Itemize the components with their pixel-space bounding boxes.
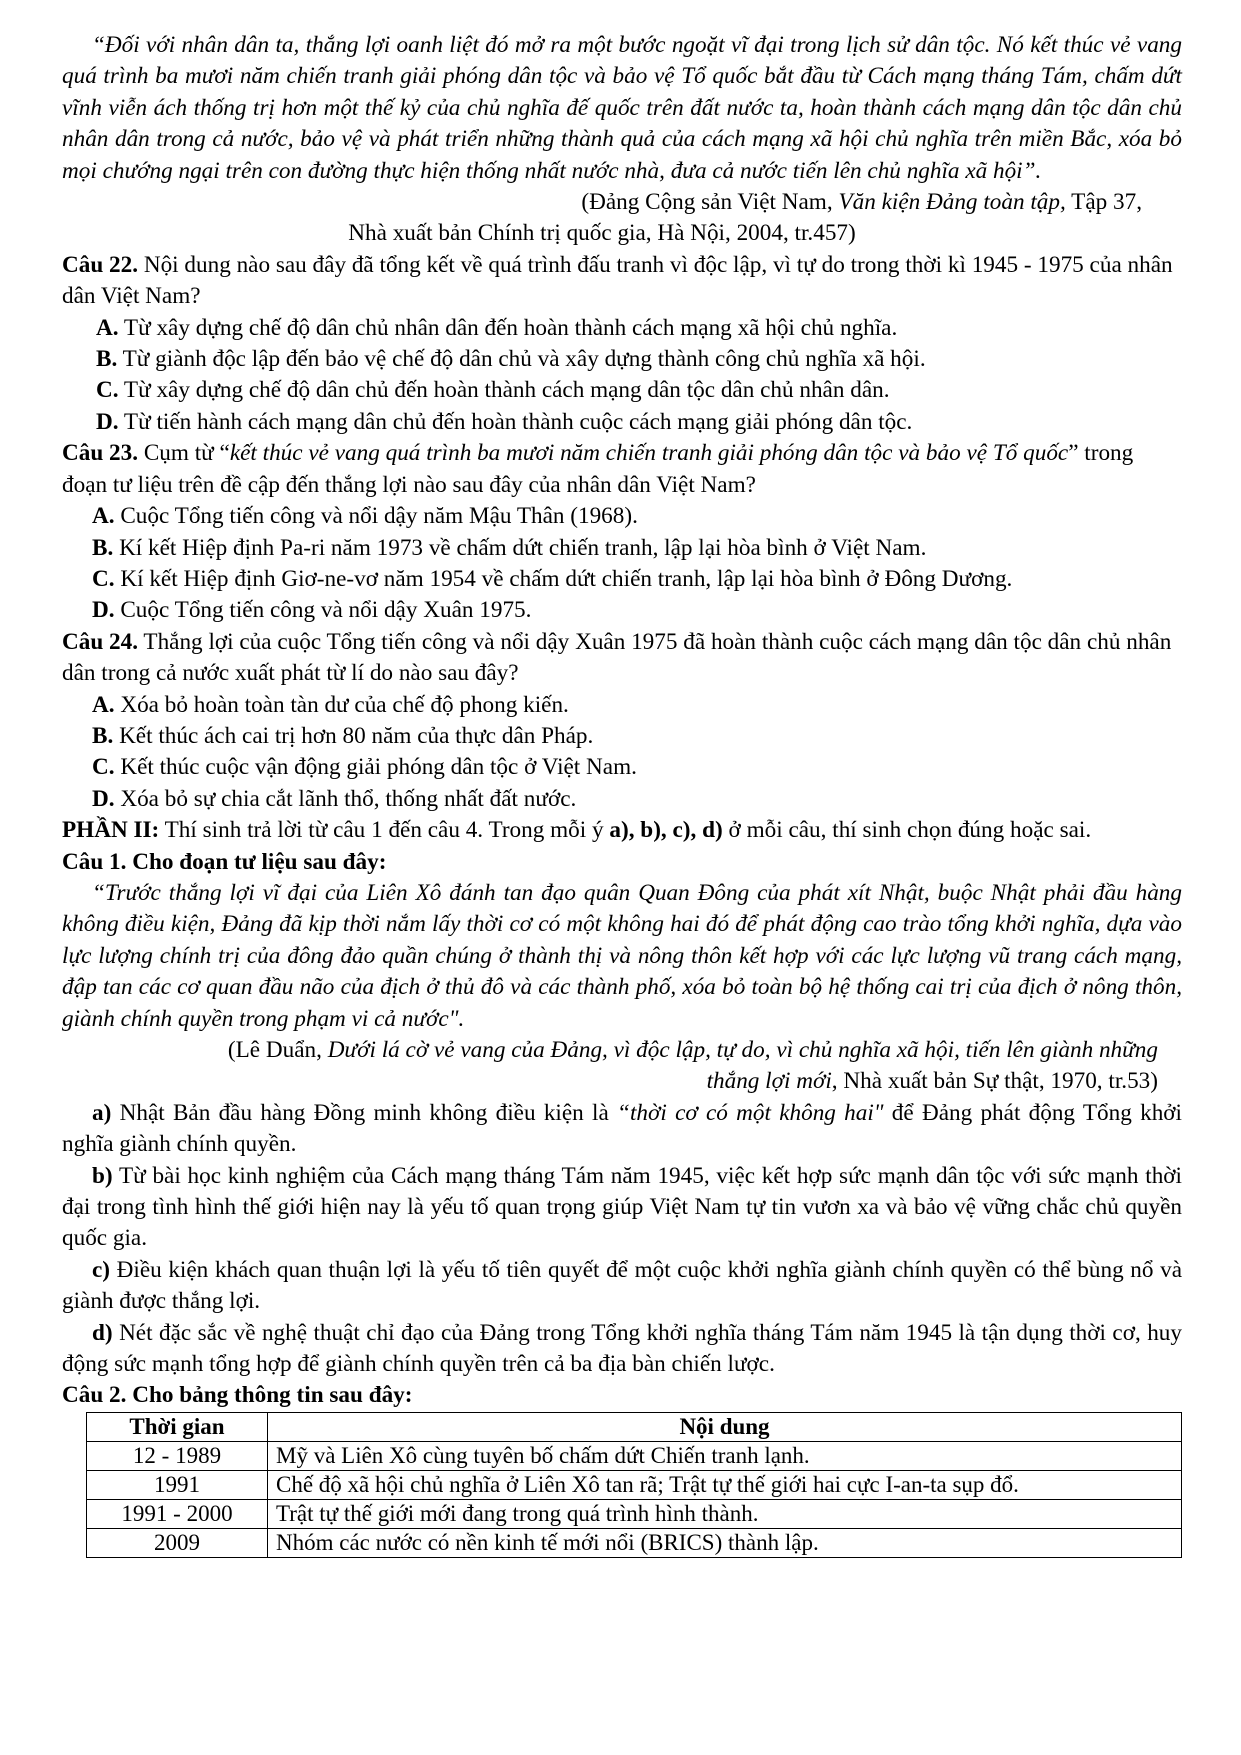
- statement-b: b) Từ bài học kinh nghiệm của Cách mạng tháng Tám năm 1945, việc kết hợp sức mạnh dân tộc với sức mạnh thời đại trong tình hình thế giới hiện nay là yếu tố quan trọng giúp Việt Nam tự tin vươn xa và bảo vệ vững chắc chủ quyền quốc gia.: [62, 1162, 1182, 1252]
- document-page: [62, 30, 1182, 1558]
- cell-content: Nhóm các nước có nền kinh tế mới nổi (BRICS) thành lập.: [268, 1528, 1182, 1557]
- cell-time: 1991 - 2000: [87, 1499, 268, 1528]
- q22-option-c: C. Từ xây dựng chế độ dân chủ đến hoàn thành cách mạng dân tộc dân chủ nhân dân.: [96, 377, 890, 404]
- question-23: Câu 23. Cụm từ “kết thúc vẻ vang quá trình ba mươi năm chiến tranh giải phóng dân tộc và bảo vệ Tổ quốc” trong đoạn tư liệu trên đề cập đến thắng lợi nào sau đây của nhân dân Việt Nam?: [62, 440, 1134, 498]
- cell-time: 12 - 1989: [87, 1441, 268, 1470]
- q22-option-d: D. Từ tiến hành cách mạng dân chủ đến hoàn thành cuộc cách mạng giải phóng dân tộc.: [96, 408, 913, 435]
- quote-source-line2: Nhà xuất bản Chính trị quốc gia, Hà Nội, 2004, tr.457): [348, 220, 856, 247]
- table-row: [87, 1499, 1182, 1528]
- q22-option-a: A. Từ xây dựng chế độ dân chủ nhân dân đến hoàn thành cách mạng xã hội chủ nghĩa.: [96, 314, 898, 341]
- section-2-heading: Câu 2. Cho bảng thông tin sau đây:: [62, 1382, 413, 1409]
- cell-time: 1991: [87, 1470, 268, 1499]
- section-1-heading: Câu 1. Cho đoạn tư liệu sau đây:: [62, 848, 387, 875]
- section-1-source-line2: thắng lợi mới, Nhà xuất bản Sự thật, 1970, tr.53): [706, 1068, 1158, 1095]
- statement-c: c) Điều kiện khách quan thuận lợi là yếu tố tiên quyết để một cuộc khởi nghĩa giành chính quyền có thể bùng nổ và giành được thắng lợi.: [62, 1256, 1182, 1315]
- table-row: [87, 1470, 1182, 1499]
- section-1-source-line1: (Lê Duẩn, Dưới lá cờ vẻ vang của Đảng, vì độc lập, tự do, vì chủ nghĩa xã hội, tiến lên giành những: [227, 1037, 1158, 1063]
- info-table: [86, 1412, 1182, 1558]
- quote-passage: “Đối với nhân dân ta, thắng lợi oanh liệt đó mở ra một bước ngoặt vĩ đại trong lịch sử dân tộc. Nó kết thúc vẻ vang quá trình ba mươi năm chiến tranh giải phóng dân tộc và bảo vệ Tổ quốc bắt đầu từ Cách mạng tháng Tám, chấm dứt vĩnh viễn ách thống trị hơn một thế kỷ của chủ nghĩa đế quốc trên đất nước ta, hoàn thành cách mạng dân tộc dân chủ nhân dân trong cả nước, bảo vệ và phát triển những thành quả của cách mạng xã hội chủ nghĩa trên miền Bắc, xóa bỏ mọi chướng ngại trên con đường thực hiện thống nhất nước nhà, đưa cả nước tiến lên chủ nghĩa xã hội”.: [62, 32, 1182, 184]
- quote-source-line1: (Đảng Cộng sản Việt Nam, Văn kiện Đảng toàn tập, Tập 37,: [581, 189, 1142, 216]
- column-header-content: Nội dung: [268, 1412, 1182, 1441]
- q24-option-d: D. Xóa bỏ sự chia cắt lãnh thổ, thống nhất đất nước.: [92, 785, 577, 812]
- section-1-quote: “Trước thắng lợi vĩ đại của Liên Xô đánh tan đạo quân Quan Đông của phát xít Nhật, buộc Nhật phải đầu hàng không điều kiện, Đảng đã kịp thời nắm lấy thời cơ có một không hai đó để phát động cao trào tổng khởi nghĩa, dựa vào lực lượng chính trị của đông đảo quần chúng ở thành thị và nông thôn kết hợp với các lực lượng vũ trang cách mạng, đập tan các cơ quan đầu não của địch ở thủ đô và các thành phố, xóa bỏ toàn bộ hệ thống cai trị của địch ở nông thôn, giành chính quyền trong phạm vi cả nước".: [62, 879, 1182, 1032]
- table-row: [87, 1528, 1182, 1557]
- table-header-row: [87, 1412, 1182, 1441]
- statement-a: a) Nhật Bản đầu hàng Đồng minh không điều kiện là “thời cơ có một không hai" để Đảng phát động Tổng khởi nghĩa giành chính quyền.: [62, 1099, 1182, 1158]
- question-22: Câu 22. Nội dung nào sau đây đã tổng kết về quá trình đấu tranh vì độc lập, vì tự do trong thời kì 1945 - 1975 của nhân dân Việt Nam?: [62, 251, 1173, 310]
- question-24: Câu 24. Thắng lợi của cuộc Tổng tiến công và nổi dậy Xuân 1975 đã hoàn thành cuộc cách mạng dân tộc dân chủ nhân dân trong cả nước xuất phát từ lí do nào sau đây?: [62, 628, 1172, 687]
- cell-content: Mỹ và Liên Xô cùng tuyên bố chấm dứt Chiến tranh lạnh.: [268, 1441, 1182, 1470]
- q23-option-a: A. Cuộc Tổng tiến công và nổi dậy năm Mậu Thân (1968).: [92, 503, 638, 530]
- statement-d: d) Nét đặc sắc về nghệ thuật chỉ đạo của Đảng trong Tổng khởi nghĩa tháng Tám năm 1945 là tận dụng thời cơ, huy động sức mạnh tổng hợp để giành chính quyền trên cả ba địa bàn chiến lược.: [62, 1319, 1182, 1378]
- q24-option-c: C. Kết thúc cuộc vận động giải phóng dân tộc ở Việt Nam.: [92, 754, 637, 781]
- q24-option-a: A. Xóa bỏ hoàn toàn tàn dư của chế độ phong kiến.: [92, 691, 569, 718]
- q23-option-d: D. Cuộc Tổng tiến công và nổi dậy Xuân 1975.: [92, 597, 532, 624]
- cell-time: 2009: [87, 1528, 268, 1557]
- part-2-instructions: PHẦN II: Thí sinh trả lời từ câu 1 đến câu 4. Trong mỗi ý a), b), c), d) ở mỗi câu, thí sinh chọn đúng hoặc sai.: [62, 817, 1092, 844]
- cell-content: Chế độ xã hội chủ nghĩa ở Liên Xô tan rã; Trật tự thế giới hai cực I-an-ta sụp đổ.: [268, 1470, 1182, 1499]
- cell-content: Trật tự thế giới mới đang trong quá trình hình thành.: [268, 1499, 1182, 1528]
- q22-option-b: B. Từ giành độc lập đến bảo vệ chế độ dân chủ và xây dựng thành công chủ nghĩa xã hội.: [96, 346, 926, 373]
- table-row: [87, 1441, 1182, 1470]
- column-header-time: Thời gian: [87, 1412, 268, 1441]
- q23-option-b: B. Kí kết Hiệp định Pa-ri năm 1973 về chấm dứt chiến tranh, lập lại hòa bình ở Việt Nam.: [92, 534, 927, 561]
- q24-option-b: B. Kết thúc ách cai trị hơn 80 năm của thực dân Pháp.: [92, 722, 594, 749]
- q23-option-c: C. Kí kết Hiệp định Giơ-ne-vơ năm 1954 về chấm dứt chiến tranh, lập lại hòa bình ở Đông Dương.: [92, 565, 1013, 592]
